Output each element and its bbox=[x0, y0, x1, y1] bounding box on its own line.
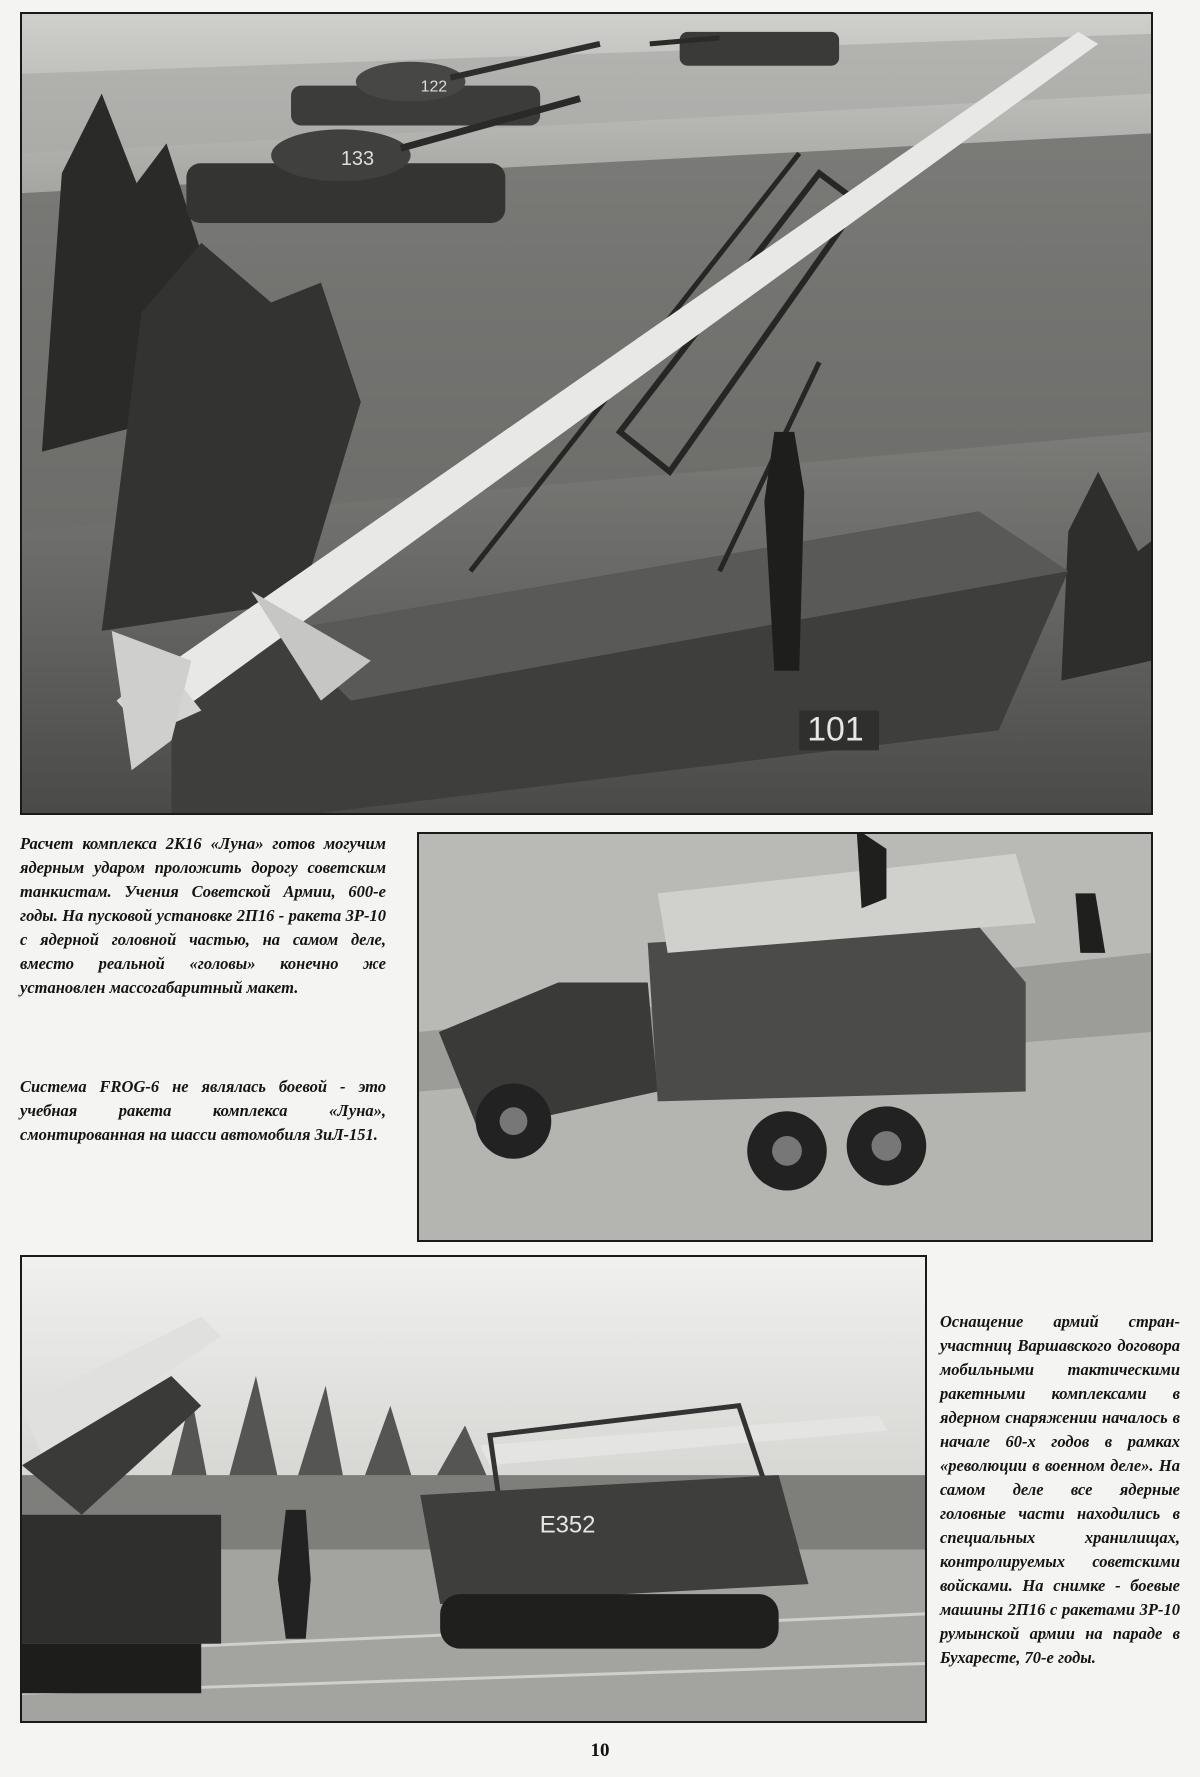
caption-frog6-text: Система FROG-6 не являлась боевой - это учебная ракета комплекса «Луна», смонтированная на шасси автомобиля ЗиЛ-151. bbox=[20, 1077, 386, 1144]
photo-launcher-exercise-image bbox=[22, 14, 1151, 813]
caption-launcher-exercise-text: Расчет комплекса 2К16 «Луна» готов могучим ядерным ударом проложить дорогу советским танкистам. Учения Советской Армии, 600-е годы. На пусковой установке 2П16 - ракета 3Р-10 с ядерной головной частью, на самом деле, вместо реальной «головы» конечно же установлен массогабаритный макет. bbox=[20, 834, 386, 997]
photo-launcher-exercise bbox=[20, 12, 1153, 815]
tank-2-marking: 133 bbox=[340, 148, 375, 171]
launcher-right-marking: E352 bbox=[539, 1511, 596, 1539]
page-number: 10 bbox=[590, 1740, 610, 1761]
caption-frog6 bbox=[20, 1075, 386, 1147]
photo-frog6-truck-image bbox=[419, 834, 1151, 1240]
photo-bucharest-parade-image bbox=[22, 1257, 925, 1721]
photo-bucharest-parade bbox=[20, 1255, 927, 1723]
caption-launcher-exercise bbox=[20, 832, 386, 1000]
caption-bucharest-parade-text: Оснащение армий стран-участниц Варшавского договора мобильными тактическими ракетными комплексами в ядерном снаряжении началось в начале 60-х годов в рамках «революции в военном деле». На самом деле все ядерные головные части находились в специальных хранилищах, контролируемых советскими войсками. На снимке - боевые машины 2П16 с ракетами 3Р-10 румынской армии на параде в Бухаресте, 70-е годы. bbox=[940, 1312, 1180, 1667]
photo-frog6-truck bbox=[417, 832, 1153, 1242]
caption-bucharest-parade bbox=[940, 1310, 1180, 1670]
launcher-marking: 101 bbox=[807, 710, 864, 749]
tank-1-marking: 122 bbox=[420, 78, 448, 96]
